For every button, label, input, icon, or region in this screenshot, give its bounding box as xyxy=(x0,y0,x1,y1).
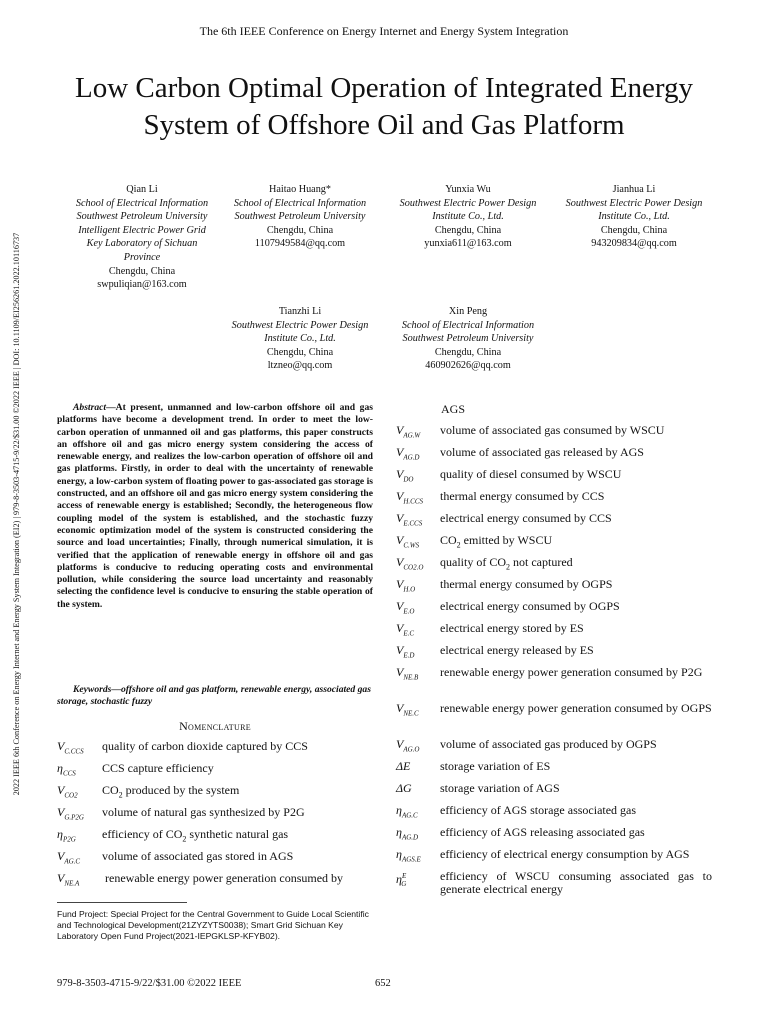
nomenclature-description: renewable energy power generation consumed by OGPS xyxy=(440,701,712,715)
nomenclature-description: efficiency of WSCU consuming associated gas to generate electrical energy xyxy=(440,869,712,896)
footnote: Fund Project: Special Project for the Central Government to Guide Local Scientific and Technological Development(21ZYZYTS0038); Smart Grid Sichuan Key Laboratory Open Fund Project(2021-IEPGKLSP-KFYB02). xyxy=(57,909,369,941)
conference-header: The 6th IEEE Conference on Energy Internet and Energy System Integration xyxy=(199,24,569,38)
nomenclature-row xyxy=(396,512,712,530)
author-email[interactable]: swpuliqian@163.com xyxy=(97,279,187,291)
nomenclature-row xyxy=(396,666,712,684)
author-affiliation-line: Institute Co., Ltd. xyxy=(264,333,336,345)
nomenclature-description: renewable energy power generation consumed by P2G xyxy=(440,665,703,679)
author-affiliation-line: Southwest Electric Power Design xyxy=(565,197,703,209)
nomenclature-symbol: $V_{E.CCS}$ xyxy=(396,511,423,528)
paper-title: Low Carbon Optimal Operation of Integrated Energy System of Offshore Oil and Gas Platform xyxy=(75,72,693,141)
nomenclature-description: efficiency of $CO_2$ synthetic natural gas xyxy=(102,827,289,844)
nomenclature-description: efficiency of electrical energy consumption by AGS xyxy=(440,847,690,861)
nomenclature-description: efficiency of AGS storage associated gas xyxy=(440,803,637,817)
nomenclature-symbol: $\eta_{P2G}$ xyxy=(57,827,76,844)
author-city: Chengdu, China xyxy=(266,224,334,236)
author-city: Chengdu, China xyxy=(600,224,668,236)
author-city: Chengdu, China xyxy=(266,346,334,358)
nomenclature-row xyxy=(396,556,712,574)
nomenclature-description: electrical energy consumed by CCS xyxy=(440,511,612,525)
nomenclature-row xyxy=(396,534,712,552)
keywords xyxy=(57,684,373,709)
page-number: 652 xyxy=(375,978,391,989)
abstract-dash: — xyxy=(106,402,116,413)
nomenclature-description: storage variation of ES xyxy=(440,759,551,773)
nomenclature-description: CCS capture efficiency xyxy=(102,761,214,775)
nomenclature-row xyxy=(57,850,373,868)
copyright-footer: 979-8-3503-4715-9/22/$31.00 ©2022 IEEE xyxy=(57,978,242,989)
nomenclature-symbol: $V_{AG.C}$ xyxy=(57,849,81,866)
author-block-2 xyxy=(210,183,390,251)
nomenclature-row xyxy=(396,782,712,795)
nomenclature-row xyxy=(57,872,373,890)
author-block-3 xyxy=(378,183,558,251)
nomenclature-symbol: $V_{C.WS}$ xyxy=(396,533,420,550)
author-affiliation-line: School of Electrical Information xyxy=(75,197,209,209)
nomenclature-description: renewable energy power generation consumed by xyxy=(105,871,344,885)
abstract xyxy=(57,402,373,611)
nomenclature-symbol: $V_{AG.W}$ xyxy=(396,423,421,440)
nomenclature-description: electrical energy released by ES xyxy=(440,643,594,657)
nomenclature-row xyxy=(57,784,373,802)
nomenclature-description: thermal energy consumed by OGPS xyxy=(440,577,613,591)
nomenclature-description: storage variation of AGS xyxy=(440,781,560,795)
side-strip xyxy=(8,158,36,870)
author-name: Tianzhi Li xyxy=(278,306,322,317)
author-affiliation-line: Southwest Petroleum University xyxy=(234,211,366,223)
nomenclature-row xyxy=(396,600,712,618)
author-name: Qian Li xyxy=(126,184,158,195)
author-email[interactable]: yunxia611@163.com xyxy=(424,238,512,250)
nomenclature-symbol: $V_{E.C}$ xyxy=(396,621,415,638)
author-affiliation-line: Southwest Electric Power Design xyxy=(399,197,537,209)
nomenclature-row xyxy=(396,848,712,866)
nomenclature-row xyxy=(57,762,373,780)
nomenclature-description: $CO_2$ emitted by WSCU xyxy=(440,533,553,550)
author-affiliation-line: Intelligent Electric Power Grid xyxy=(78,224,206,236)
nomenclature-symbol: $\eta_{AG.D}$ xyxy=(396,825,419,842)
author-affiliation-line: Southwest Petroleum University xyxy=(402,333,534,345)
abstract-text: At present, unmanned and low-carbon offshore oil and gas platforms have become a development trend. In order to meet the low-carbon operation of unmanned oil and gas platforms, this paper constructs an offshore oil and gas micro energy system considering the access of renewable energy, and realizes the low-carbon operation of offshore oil and gas platforms. Firstly, in order to deal with the uncertainty of renewable energy, a low-carbon system of floating power to gas-associated gas storage is constructed, and an offshore oil and gas micro energy system considering the access of renewable energy is established; Secondly, the heterogeneous flow coupling model of the system is established, and the stochastic fuzzy economic optimization model of the system is constructed considering the source and load uncertainties; Finally, through numerical simulation, it is verified that the application of renewable energy in offshore oil and gas platforms is conducive to reducing operating costs and environmental pollution, while considering the source load uncertainty and reasonably selecting the confidence level is conducive to ensuring the stable operation of the system. xyxy=(57,402,373,610)
nomenclature-symbol: $V_{AG.D}$ xyxy=(396,445,420,462)
author-city: Chengdu, China xyxy=(108,265,176,277)
author-name: Xin Peng xyxy=(448,306,488,317)
nomenclature-symbol: $\eta^E_G$ xyxy=(396,872,407,889)
nomenclature-symbol: $\eta_{AGS.E}$ xyxy=(396,847,421,864)
author-name: Yunxia Wu xyxy=(445,184,491,195)
nomenclature-row xyxy=(57,828,373,846)
author-affiliation-line: Key Laboratory of Sichuan xyxy=(86,238,198,250)
nomenclature-symbol: $\eta_{AG.C}$ xyxy=(396,803,418,820)
nomenclature-symbol: $V_{NE.B}$ xyxy=(396,665,419,682)
author-city: Chengdu, China xyxy=(434,346,502,358)
nomenclature-description: volume of associated gas produced by OGPS xyxy=(440,737,657,751)
nomenclature-symbol: ΔE xyxy=(396,759,411,773)
nomenclature-row xyxy=(396,446,712,464)
keywords-text: —offshore oil and gas platform, renewable energy, associated gas storage, stochastic fuzzy xyxy=(57,684,371,708)
author-affiliation-line: Institute Co., Ltd. xyxy=(598,211,670,223)
nomenclature-row xyxy=(396,644,712,662)
nomenclature-row xyxy=(396,702,712,720)
author-city: Chengdu, China xyxy=(434,224,502,236)
nomenclature-description: electrical energy consumed by OGPS xyxy=(440,599,620,613)
author-affiliation-line: School of Electrical Information xyxy=(233,197,367,209)
author-block-5 xyxy=(210,305,390,373)
nomenclature-symbol: $V_{H.O}$ xyxy=(396,577,416,594)
nomenclature-row xyxy=(396,870,712,896)
nomenclature-description: volume of natural gas synthesized by P2G xyxy=(102,805,305,819)
doi-strip-text: 2022 IEEE 6th Conference on Energy Internet and Energy System Integration (EI2) | 979-8-3503-4715-9/22/$31.00 ©2022 IEEE | DOI: 10.1109/EI256261.2022.10116737 xyxy=(12,232,21,796)
nomenclature-symbol: $V_{E.O}$ xyxy=(396,599,415,616)
author-affiliation-line: Southwest Petroleum University xyxy=(76,211,208,223)
nomenclature-symbol: $V_{C.CCS}$ xyxy=(57,739,84,756)
author-name: Jianhua Li xyxy=(612,184,656,195)
nomenclature-symbol: $\eta_{CCS}$ xyxy=(57,761,76,778)
nomenclature-description: efficiency of AGS releasing associated gas xyxy=(440,825,645,839)
author-block-6 xyxy=(378,305,558,373)
nomenclature-row xyxy=(57,806,373,824)
nomenclature-symbol: $V_{AG.O}$ xyxy=(396,737,420,754)
nomenclature-row xyxy=(396,826,712,844)
nomenclature-symbol: $V_{NE.C}$ xyxy=(396,701,419,718)
nomenclature-description: volume of associated gas consumed by WSCU xyxy=(440,423,665,437)
footnote-divider xyxy=(57,902,187,903)
nomenclature-symbol: $V_{DO}$ xyxy=(396,467,414,484)
nomenclature-row xyxy=(396,804,712,822)
nomenclature-row xyxy=(396,760,712,773)
author-email[interactable]: 460902626@qq.com xyxy=(425,360,511,372)
nomenclature-row xyxy=(396,622,712,640)
nomenclature-continuation: AGS xyxy=(441,402,466,416)
nomenclature-description: $CO_2$ produced by the system xyxy=(102,783,240,800)
nomenclature-symbol: ΔG xyxy=(396,781,412,795)
author-affiliation-line: Southwest Electric Power Design xyxy=(231,319,369,331)
author-affiliation-line: Institute Co., Ltd. xyxy=(432,211,504,223)
nomenclature-row xyxy=(396,424,712,442)
nomenclature-symbol: $V_{G.P2G}$ xyxy=(57,805,84,822)
nomenclature-symbol: $V_{E.D}$ xyxy=(396,643,415,660)
author-affiliation-line: School of Electrical Information xyxy=(401,319,535,331)
nomenclature-description: volume of associated gas stored in AGS xyxy=(102,849,294,863)
nomenclature-description: electrical energy stored by ES xyxy=(440,621,584,635)
nomenclature-row xyxy=(396,738,712,756)
nomenclature-description: thermal energy consumed by CCS xyxy=(440,489,605,503)
abstract-lead: Abstract xyxy=(73,402,107,413)
author-block-1 xyxy=(52,183,232,292)
nomenclature-row xyxy=(396,468,712,486)
author-email[interactable]: 943209834@qq.com xyxy=(591,238,677,250)
author-email[interactable]: 1107949584@qq.com xyxy=(254,238,346,250)
nomenclature-row xyxy=(57,740,373,758)
nomenclature-row xyxy=(396,490,712,508)
nomenclature-symbol: $V_{CO2.O}$ xyxy=(396,555,424,572)
author-name: Haitao Huang* xyxy=(269,184,331,195)
nomenclature-description: quality of $CO_2$ not captured xyxy=(440,555,573,572)
author-affiliation-line: Province xyxy=(123,251,161,263)
nomenclature-description: volume of associated gas released by AGS xyxy=(440,445,644,459)
nomenclature-heading: Nomenclature xyxy=(179,719,251,733)
author-block-4 xyxy=(544,183,724,251)
nomenclature-row xyxy=(396,578,712,596)
keywords-lead: Keywords xyxy=(73,684,112,695)
nomenclature-symbol: $V_{CO2}$ xyxy=(57,783,78,800)
nomenclature-symbol: $V_{NE.A}$ xyxy=(57,871,80,888)
nomenclature-symbol: $V_{H.CCS}$ xyxy=(396,489,423,506)
nomenclature-description: quality of carbon dioxide captured by CCS xyxy=(102,739,308,753)
author-email[interactable]: ltzneo@qq.com xyxy=(267,360,333,372)
nomenclature-description: quality of diesel consumed by WSCU xyxy=(440,467,622,481)
